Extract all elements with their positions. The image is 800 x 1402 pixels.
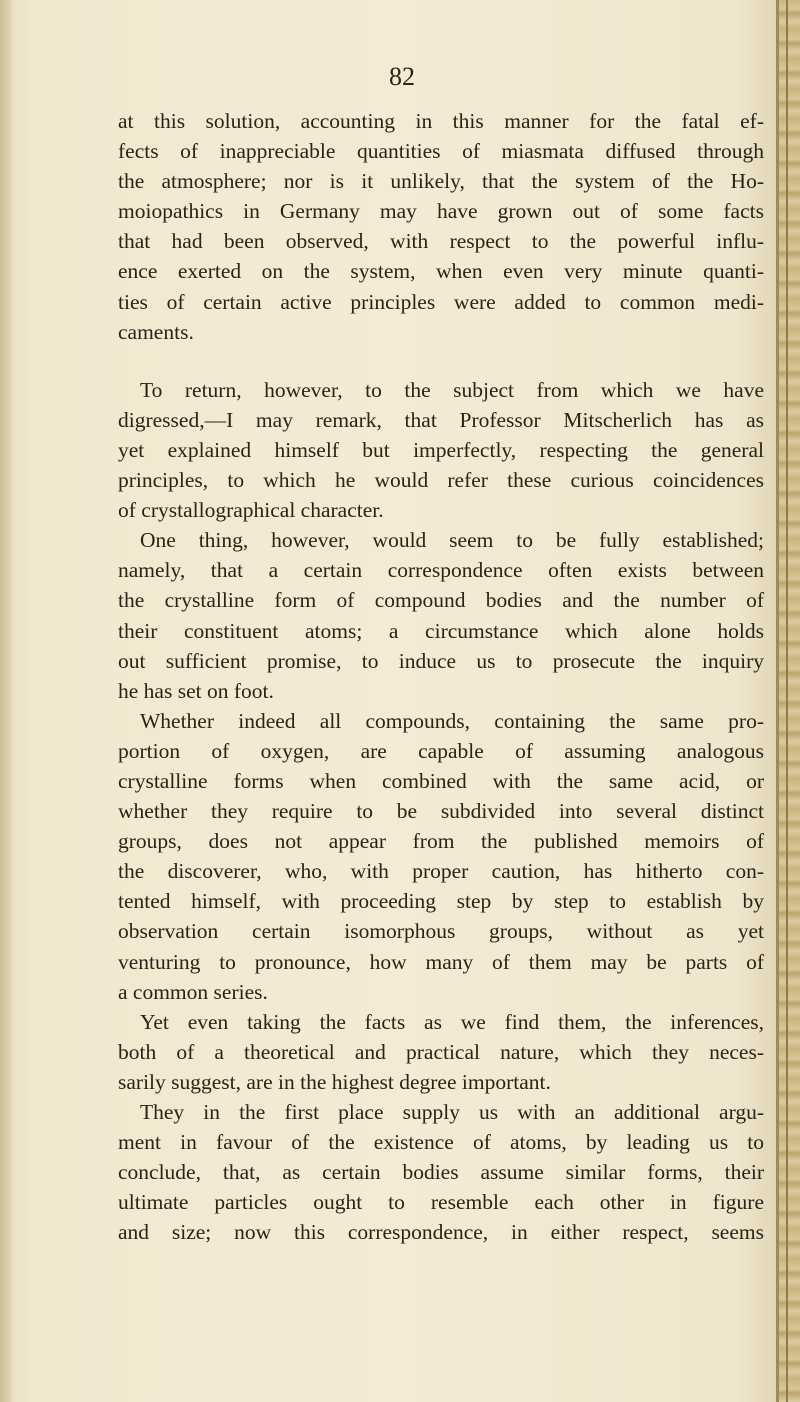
text-line: a common series.: [118, 979, 268, 1004]
text-line: that had been observed, with respect to the powerful influ-: [118, 229, 764, 254]
text-line: sarily suggest, are in the highest degree important.: [118, 1069, 551, 1094]
text-line: portion of oxygen, are capable of assuming analogous: [118, 738, 764, 763]
text-line: the atmosphere; nor is it unlikely, that the system of the Ho-: [118, 169, 764, 194]
text-line: the crystalline form of compound bodies and the number of: [118, 588, 764, 613]
body-text: [118, 106, 764, 1247]
paragraph-gap: [118, 347, 764, 375]
page-gutter-shadow: [0, 0, 14, 1402]
text-line: fects of inappreciable quantities of miasmata diffused through: [118, 139, 764, 164]
text-line: tented himself, with proceeding step by step to establish by: [118, 889, 764, 914]
text-line: groups, does not appear from the published memoirs of: [118, 829, 764, 854]
text-line: of crystallographical character.: [118, 498, 384, 523]
text-line: ment in favour of the existence of atoms, by leading us to: [118, 1130, 764, 1155]
text-line: venturing to pronounce, how many of them may be parts of: [118, 949, 764, 974]
text-line: One thing, however, would seem to be fully established;: [140, 528, 764, 553]
page-number: 82: [389, 62, 415, 91]
text-line: digressed,—I may remark, that Professor Mitscherlich has as: [118, 407, 764, 432]
text-line: moiopathics in Germany may have grown out of some facts: [118, 199, 764, 224]
text-line: crystalline forms when combined with the same acid, or: [118, 768, 764, 793]
text-line: principles, to which he would refer these curious coincidences: [118, 468, 764, 493]
text-line: Whether indeed all compounds, containing the same pro-: [140, 708, 764, 733]
text-line: They in the first place supply us with an additional argu-: [140, 1100, 764, 1124]
text-line: at this solution, accounting in this manner for the fatal ef-: [118, 109, 764, 133]
text-line: both of a theoretical and practical nature, which they neces-: [118, 1039, 764, 1064]
text-line: he has set on foot.: [118, 678, 274, 703]
text-line: ence exerted on the system, when even very minute quanti-: [118, 259, 764, 284]
text-line: the discoverer, who, with proper caution, has hitherto con-: [118, 859, 764, 884]
text-line: out sufficient promise, to induce us to prosecute the inquiry: [118, 648, 764, 673]
text-line: observation certain isomorphous groups, without as yet: [118, 919, 764, 944]
text-line: conclude, that, as certain bodies assume similar forms, their: [118, 1160, 764, 1185]
text-line: namely, that a certain correspondence often exists between: [118, 558, 764, 583]
text-line: ultimate particles ought to resemble each other in figure: [118, 1190, 764, 1215]
page-fore-edge: [776, 0, 800, 1402]
text-line: To return, however, to the subject from which we have: [140, 377, 764, 402]
text-line: ties of certain active principles were added to common medi-: [118, 289, 764, 314]
text-line: Yet even taking the facts as we find them, the inferences,: [140, 1009, 764, 1034]
text-line: and size; now this correspondence, in either respect, seems: [118, 1220, 764, 1245]
text-line: whether they require to be subdivided into several distinct: [118, 799, 764, 824]
text-line: their constituent atoms; a circumstance which alone holds: [118, 618, 764, 643]
text-line: yet explained himself but imperfectly, respecting the general: [118, 437, 764, 462]
text-line: caments.: [118, 319, 194, 344]
